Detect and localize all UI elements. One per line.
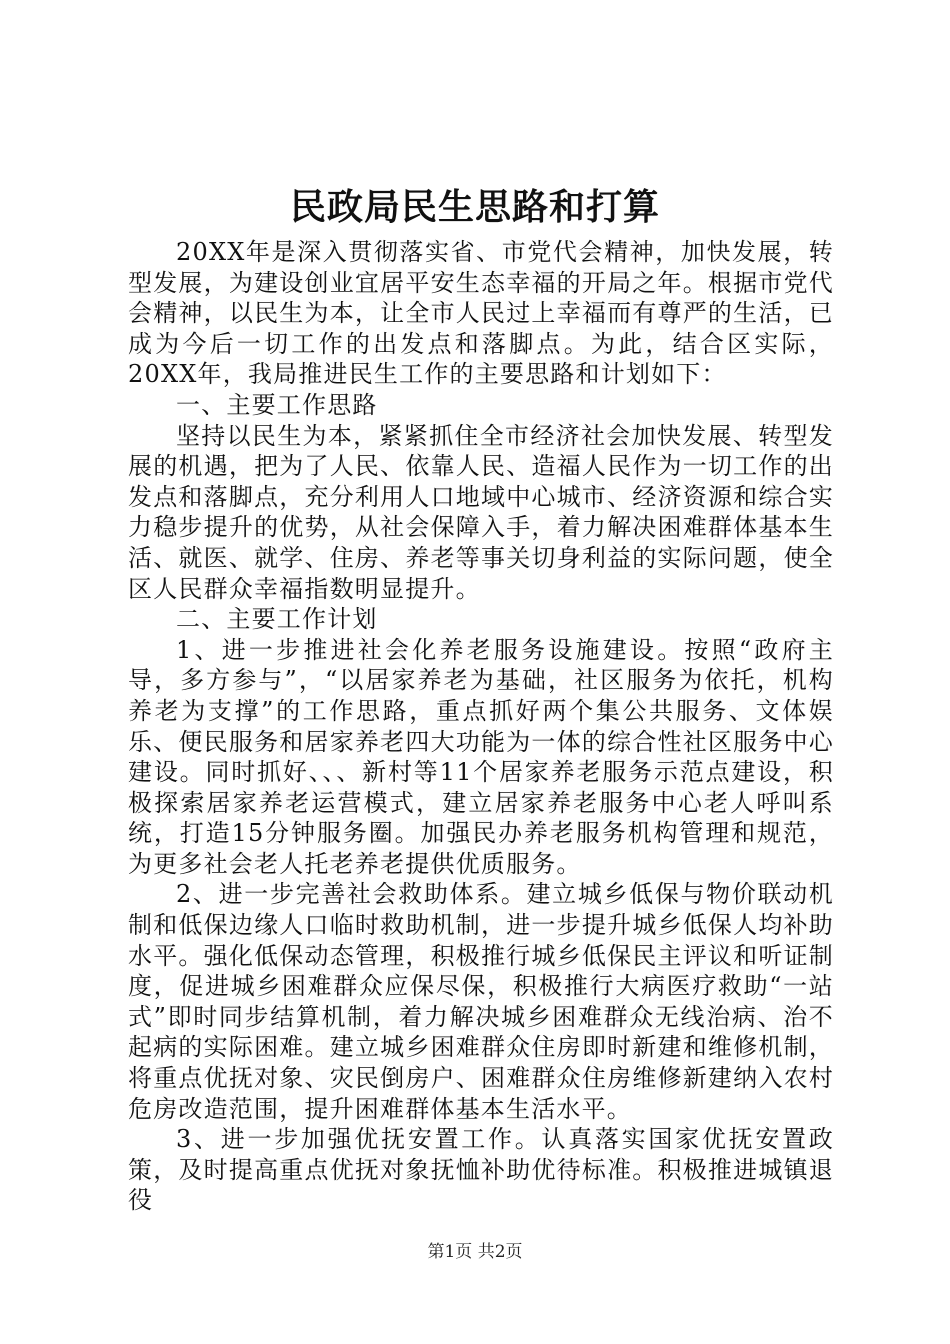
plan-item-2: 2、进一步完善社会救助体系。建立城乡低保与物价联动机制和低保边缘人口临时救助机制，进一步提升城乡低保人均补助水平。强化低保动态管理，积极推行城乡低保民主评议和听证制度，促进城乡困难群众应保尽保，积极推行大病医疗救助“一站式”即时同步结算机制，着力解决城乡困难群众无线治病、治不起病的实际困难。建立城乡困难群众住房即时新建和维修机制，将重点优抚对象、灾民倒房户、困难群众住房维修新建纳入农村危房改造范围，提升困难群体基本生活水平。 [128, 880, 834, 1123]
intro-paragraph: 20XX年是深入贯彻落实省、市党代会精神，加快发展，转型发展，为建设创业宜居平安生态幸福的开局之年。根据市党代会精神，以民生为本，让全市人民过上幸福而有尊严的生活，已成为今后一切工作的出发点和落脚点。为此，结合区实际，20XX年，我局推进民生工作的主要思路和计划如下： [128, 238, 834, 389]
section-heading-ideas: 一、主要工作思路 [176, 390, 378, 419]
page-number-footer: 第1页 共2页 [427, 1242, 523, 1262]
section-heading-plans: 二、主要工作计划 [176, 605, 378, 634]
plan-item-3: 3、进一步加强优抚安置工作。认真落实国家优抚安置政策，及时提高重点优抚对象抚恤补助优待标准。积极推进城镇退役 [128, 1125, 834, 1215]
plan-item-1: 1、进一步推进社会化养老服务设施建设。按照“政府主导，多方参与”，“以居家养老为基础，社区服务为依托，机构养老为支撑”的工作思路，重点抓好两个集公共服务、文体娱乐、便民服务和居家养老四大功能为一体的综合性社区服务中心建设。同时抓好、、、新村等11个居家养老服务示范点建设，积极探索居家养老运营模式，建立居家养老服务中心老人呼叫系统，打造15分钟服务圈。加强民办养老服务机构管理和规范，为更多社会老人托老养老提供优质服务。 [128, 635, 834, 878]
ideas-paragraph: 坚持以民生为本，紧紧抓住全市经济社会加快发展、转型发展的机遇，把为了人民、依靠人民、造福人民作为一切工作的出发点和落脚点，充分利用人口地域中心城市、经济资源和综合实力稳步提升的优势，从社会保障入手，着力解决困难群体基本生活、就医、就学、住房、养老等事关切身利益的实际问题，使全区人民群众幸福指数明显提升。 [128, 421, 834, 603]
document-title: 民政局民生思路和打算 [289, 186, 660, 228]
document-body [128, 237, 834, 1216]
